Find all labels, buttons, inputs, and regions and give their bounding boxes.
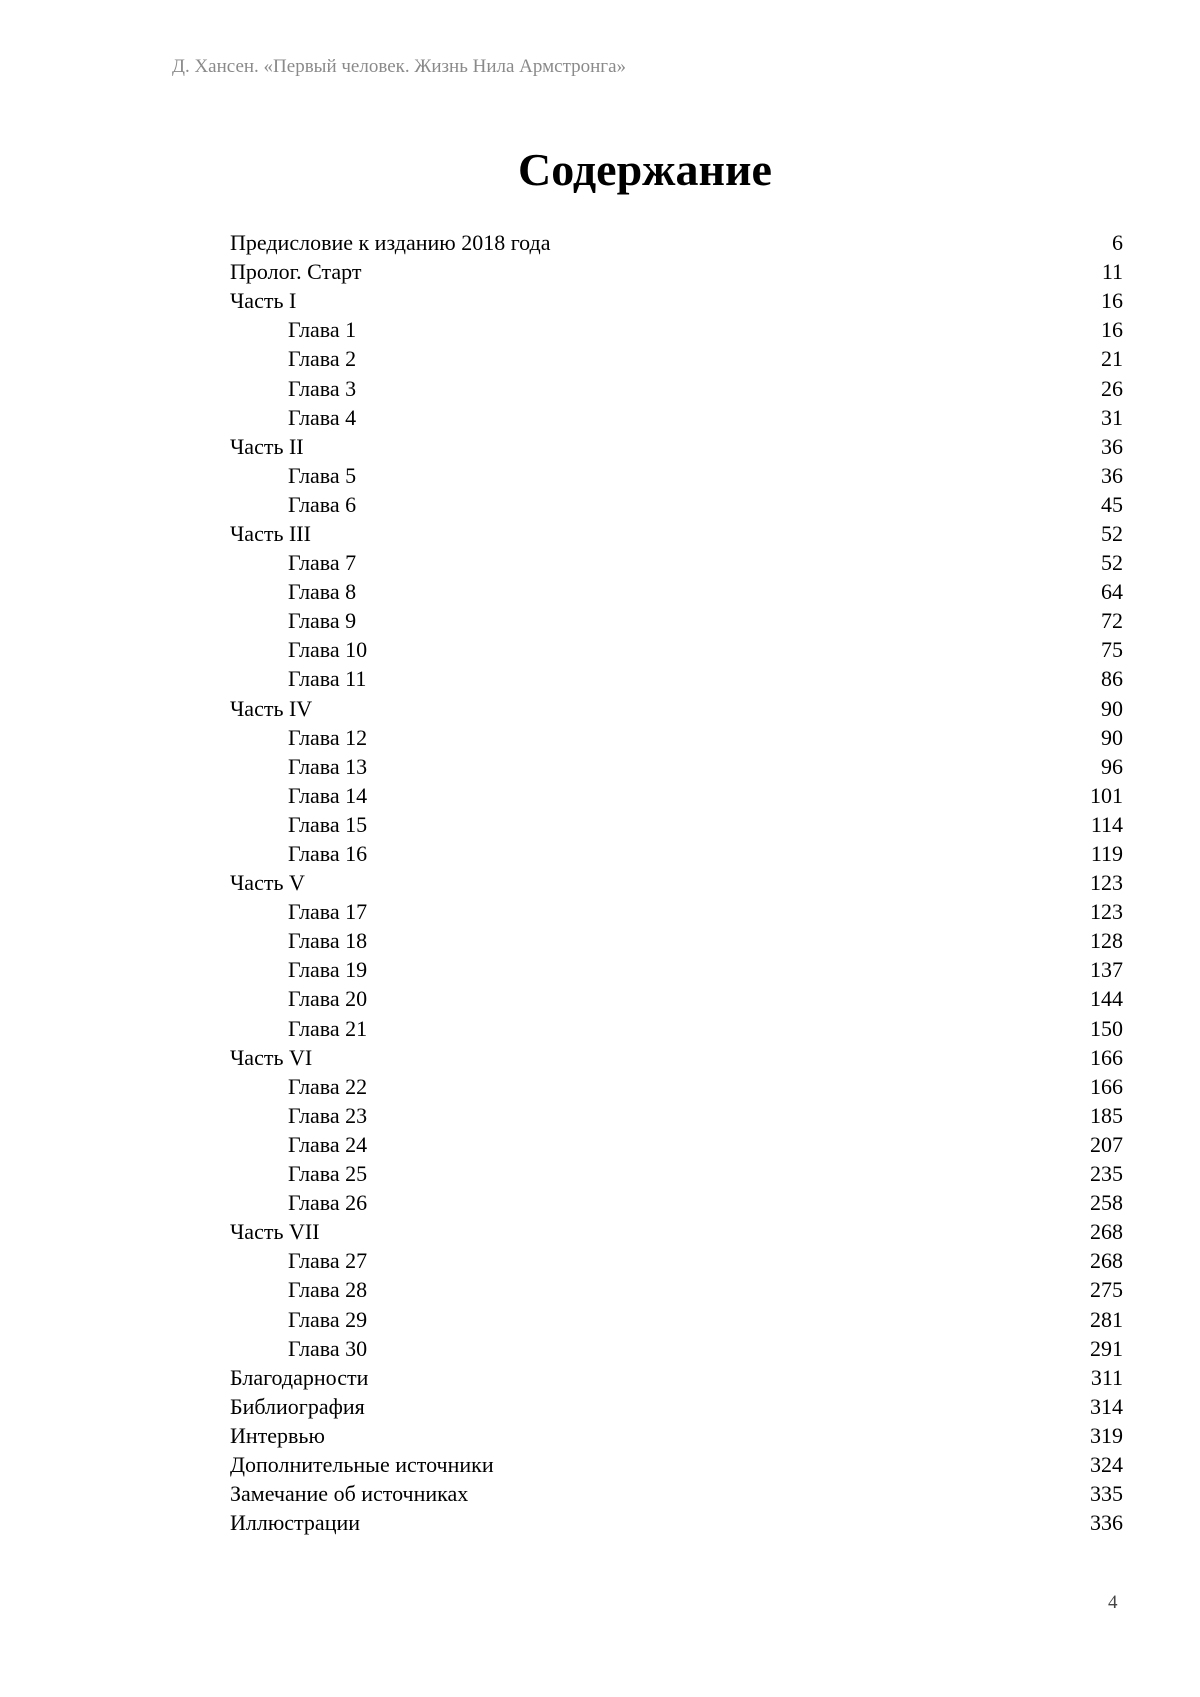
toc-entry-chapter[interactable] <box>230 1334 1123 1363</box>
toc-entry-page: 36 <box>1101 433 1123 459</box>
toc-entry-page: 314 <box>1090 1393 1123 1419</box>
toc-entry-chapter[interactable] <box>230 1188 1123 1217</box>
toc-entry-chapter[interactable] <box>230 344 1123 373</box>
toc-entry-label: Глава 2 <box>288 346 357 372</box>
toc-entry-page: 324 <box>1090 1451 1123 1477</box>
toc-entry-page: 268 <box>1090 1219 1123 1245</box>
toc-entry-page: 166 <box>1090 1044 1123 1070</box>
toc-entry-page: 281 <box>1090 1306 1123 1332</box>
toc-entry-page: 207 <box>1090 1131 1123 1157</box>
toc-entry-page: 86 <box>1101 666 1123 692</box>
toc-entry-page: 128 <box>1090 928 1123 954</box>
toc-entry-label: Глава 14 <box>288 782 368 808</box>
toc-entry-label: Глава 17 <box>288 899 368 925</box>
toc-entry-page: 96 <box>1101 753 1123 779</box>
toc-entry-page: 150 <box>1090 1015 1123 1041</box>
toc-entry-page: 137 <box>1090 957 1123 983</box>
toc-entry-page: 291 <box>1090 1335 1123 1361</box>
toc-entry-section[interactable] <box>230 1479 1123 1508</box>
toc-entry-label: Глава 24 <box>288 1131 368 1157</box>
toc-entry-page: 72 <box>1101 608 1123 634</box>
toc-entry-label: Глава 7 <box>288 550 357 576</box>
toc-entry-label: Пролог. Старт <box>230 259 362 285</box>
toc-entry-section[interactable] <box>230 228 1123 257</box>
toc-entry-label: Глава 27 <box>288 1248 368 1274</box>
toc-entry-label: Глава 10 <box>288 637 368 663</box>
toc-entry-page: 31 <box>1101 404 1123 430</box>
toc-entry-chapter[interactable] <box>230 984 1123 1013</box>
toc-entry-page: 166 <box>1090 1073 1123 1099</box>
toc-entry-page: 258 <box>1090 1190 1123 1216</box>
toc-entry-chapter[interactable] <box>230 461 1123 490</box>
toc-entry-chapter[interactable] <box>230 723 1123 752</box>
toc-entry-chapter[interactable] <box>230 315 1123 344</box>
toc-entry-label: Глава 13 <box>288 753 368 779</box>
toc-entry-page: 6 <box>1112 230 1123 256</box>
toc-entry-page: 45 <box>1101 491 1123 517</box>
toc-entry-label: Дополнительные источники <box>230 1451 494 1477</box>
toc-entry-page: 114 <box>1090 811 1123 837</box>
toc-entry-chapter[interactable] <box>230 635 1123 664</box>
toc-entry-chapter[interactable] <box>230 403 1123 432</box>
toc-title: Содержание <box>518 144 772 195</box>
toc-entry-chapter[interactable] <box>230 897 1123 926</box>
toc-entry-label: Интервью <box>230 1422 325 1448</box>
toc-entry-chapter[interactable] <box>230 490 1123 519</box>
toc-entry-section[interactable] <box>230 1217 1123 1246</box>
toc-entry-label: Глава 3 <box>288 375 357 401</box>
toc-entry-chapter[interactable] <box>230 1072 1123 1101</box>
table-of-contents <box>230 228 1123 1537</box>
toc-entry-section[interactable] <box>230 1508 1123 1537</box>
toc-entry-label: Глава 28 <box>288 1277 368 1303</box>
toc-entry-label: Глава 22 <box>288 1073 368 1099</box>
toc-entry-chapter[interactable] <box>230 577 1123 606</box>
toc-entry-label: Глава 20 <box>288 986 368 1012</box>
toc-entry-page: 123 <box>1090 899 1123 925</box>
toc-entry-page: 75 <box>1101 637 1123 663</box>
toc-entry-label: Глава 12 <box>288 724 368 750</box>
toc-entry-page: 11 <box>1101 259 1123 285</box>
toc-entry-page: 335 <box>1090 1481 1123 1507</box>
toc-entry-chapter[interactable] <box>230 955 1123 984</box>
toc-entry-label: Глава 15 <box>288 811 368 837</box>
toc-entry-label: Часть IV <box>230 695 313 721</box>
toc-entry-label: Глава 5 <box>288 462 357 488</box>
toc-entry-page: 185 <box>1090 1102 1123 1128</box>
toc-entry-page: 144 <box>1090 986 1123 1012</box>
toc-entry-chapter[interactable] <box>230 606 1123 635</box>
toc-entry-chapter[interactable] <box>230 1101 1123 1130</box>
toc-entry-section[interactable] <box>230 694 1123 723</box>
toc-entry-section[interactable] <box>230 1450 1123 1479</box>
toc-entry-chapter[interactable] <box>230 1130 1123 1159</box>
toc-entry-chapter[interactable] <box>230 1275 1123 1304</box>
running-header: Д. Хансен. «Первый человек. Жизнь Нила Армстронга» <box>172 56 627 77</box>
toc-entry-label: Глава 19 <box>288 957 368 983</box>
toc-entry-page: 36 <box>1101 462 1123 488</box>
toc-entry-label: Глава 16 <box>288 841 368 867</box>
toc-entry-chapter[interactable] <box>230 810 1123 839</box>
toc-entry-label: Предисловие к изданию 2018 года <box>230 230 551 256</box>
toc-entry-page: 21 <box>1101 346 1123 372</box>
toc-entry-label: Глава 21 <box>288 1015 368 1041</box>
toc-entry-chapter[interactable] <box>230 752 1123 781</box>
toc-entry-chapter[interactable] <box>230 548 1123 577</box>
toc-entry-section[interactable] <box>230 868 1123 897</box>
toc-entry-label: Часть VII <box>230 1219 320 1245</box>
toc-entry-chapter[interactable] <box>230 1159 1123 1188</box>
toc-entry-chapter[interactable] <box>230 1304 1123 1333</box>
toc-entry-label: Глава 6 <box>288 491 357 517</box>
toc-entry-label: Глава 30 <box>288 1335 368 1361</box>
toc-entry-chapter[interactable] <box>230 781 1123 810</box>
toc-entry-label: Иллюстрации <box>230 1510 361 1536</box>
toc-entry-label: Глава 4 <box>288 404 357 430</box>
toc-entry-section[interactable] <box>230 286 1123 315</box>
toc-entry-chapter[interactable] <box>230 1246 1123 1275</box>
page-number: 4 <box>1108 1592 1118 1613</box>
toc-entry-section[interactable] <box>230 1043 1123 1072</box>
toc-entry-page: 16 <box>1101 288 1123 314</box>
toc-entry-section[interactable] <box>230 257 1123 286</box>
toc-entry-label: Глава 11 <box>288 666 367 692</box>
toc-entry-page: 90 <box>1101 724 1123 750</box>
toc-entry-page: 119 <box>1090 841 1123 867</box>
toc-entry-section[interactable] <box>230 519 1123 548</box>
toc-entry-label: Благодарности <box>230 1364 369 1390</box>
toc-entry-label: Глава 18 <box>288 928 368 954</box>
toc-entry-page: 235 <box>1090 1161 1123 1187</box>
toc-entry-chapter[interactable] <box>230 664 1123 693</box>
toc-entry-label: Глава 26 <box>288 1190 368 1216</box>
toc-entry-page: 90 <box>1101 695 1123 721</box>
toc-entry-page: 275 <box>1090 1277 1123 1303</box>
toc-entry-page: 64 <box>1101 579 1123 605</box>
toc-entry-label: Часть V <box>230 870 305 896</box>
toc-entry-label: Глава 29 <box>288 1306 368 1332</box>
toc-entry-page: 123 <box>1090 870 1123 896</box>
toc-entry-page: 101 <box>1090 782 1123 808</box>
toc-entry-label: Глава 8 <box>288 579 357 605</box>
toc-entry-chapter[interactable] <box>230 926 1123 955</box>
toc-entry-chapter[interactable] <box>230 839 1123 868</box>
toc-entry-label: Глава 9 <box>288 608 357 634</box>
toc-entry-chapter[interactable] <box>230 1014 1123 1043</box>
toc-entry-label: Библиография <box>230 1393 365 1419</box>
toc-entry-page: 26 <box>1101 375 1123 401</box>
toc-entry-page: 319 <box>1090 1422 1123 1448</box>
toc-entry-page: 52 <box>1101 520 1123 546</box>
toc-entry-label: Часть VI <box>230 1044 313 1070</box>
toc-entry-page: 311 <box>1090 1364 1123 1390</box>
toc-entry-section[interactable] <box>230 1421 1123 1450</box>
toc-entry-page: 52 <box>1101 550 1123 576</box>
toc-entry-label: Часть III <box>230 520 311 546</box>
toc-entry-section[interactable] <box>230 1363 1123 1392</box>
toc-entry-section[interactable] <box>230 1392 1123 1421</box>
toc-entry-section[interactable] <box>230 432 1123 461</box>
toc-entry-chapter[interactable] <box>230 373 1123 402</box>
toc-entry-label: Часть II <box>230 433 304 459</box>
toc-entry-label: Глава 23 <box>288 1102 368 1128</box>
toc-entry-label: Глава 25 <box>288 1161 368 1187</box>
toc-entry-label: Замечание об источниках <box>230 1481 469 1507</box>
toc-entry-label: Глава 1 <box>288 317 357 343</box>
toc-entry-label: Часть I <box>230 288 297 314</box>
toc-entry-page: 16 <box>1101 317 1123 343</box>
toc-entry-page: 268 <box>1090 1248 1123 1274</box>
toc-entry-page: 336 <box>1090 1510 1123 1536</box>
